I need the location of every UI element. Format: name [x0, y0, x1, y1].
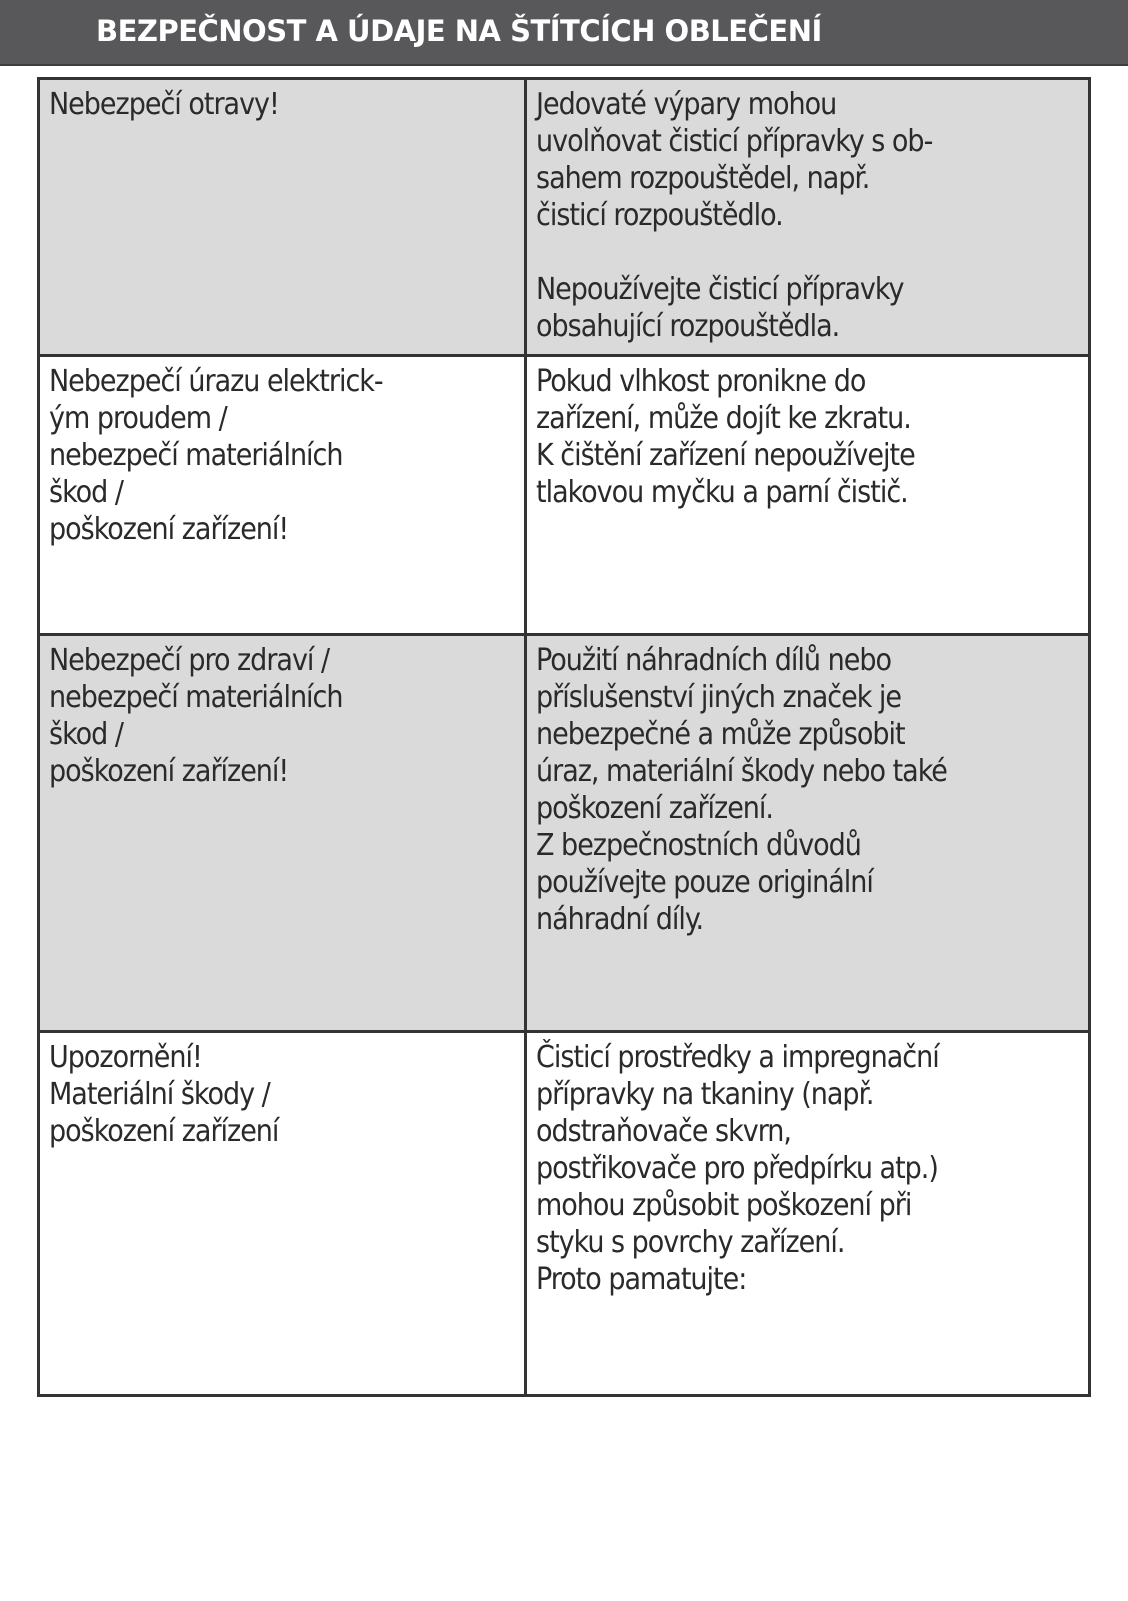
- description-text: nebezpečné a může způsobit: [536, 717, 905, 752]
- description-text: Čisticí prostředky a impregnační: [536, 1040, 939, 1075]
- section-header-bar: [0, 0, 1128, 66]
- description-cell: [526, 356, 1090, 635]
- description-text: Jedovaté výpary mohou: [536, 87, 837, 122]
- hazard-text: Nebezpečí otravy!: [49, 87, 279, 122]
- hazard-text: Upozornění!: [49, 1040, 202, 1075]
- hazard-text: škod /: [49, 475, 123, 510]
- hazard-text: poškození zařízení!: [49, 754, 289, 789]
- description-text: obsahující rozpouštědla.: [536, 309, 840, 344]
- description-text: uvolňovat čisticí přípravky s ob-: [536, 124, 933, 159]
- description-text: poškození zařízení.: [536, 791, 773, 826]
- description-text: používejte pouze originální: [536, 865, 873, 900]
- description-text: sahem rozpouštědel, např.: [536, 161, 870, 196]
- hazard-cell: [39, 356, 526, 635]
- hazard-cell: [39, 1032, 526, 1396]
- description-text: náhradní díly.: [536, 902, 704, 937]
- hazard-text: škod /: [49, 717, 123, 752]
- description-text: Nepoužívejte čisticí přípravky: [536, 272, 904, 307]
- description-text: Proto pamatujte:: [536, 1262, 747, 1297]
- description-text: Pokud vlhkost pronikne do: [536, 364, 866, 399]
- description-text: zařízení, může dojít ke zkratu.: [536, 401, 911, 436]
- hazard-text: ým proudem /: [49, 401, 227, 436]
- description-cell: [526, 79, 1090, 356]
- hazard-text: nebezpečí materiálních: [49, 680, 343, 715]
- description-cell: [526, 635, 1090, 1032]
- table-row: [39, 635, 1090, 1032]
- paragraph-gap: [536, 234, 1079, 271]
- hazard-text: Nebezpečí úrazu elektrick-: [49, 364, 383, 399]
- description-text: příslušenství jiných značek je: [536, 680, 902, 715]
- description-text: K čištění zařízení nepoužívejte: [536, 438, 915, 473]
- description-text: úraz, materiální škody nebo také: [536, 754, 947, 789]
- description-text: přípravky na tkaniny (např.: [536, 1077, 874, 1112]
- description-text: tlakovou myčku a parní čistič.: [536, 475, 908, 510]
- description-text: mohou způsobit poškození při: [536, 1188, 912, 1223]
- section-title: BEZPEČNOST A ÚDAJE NA ŠTÍTCÍCH OBLEČENÍ: [96, 14, 822, 48]
- hazard-text: Materiální škody /: [49, 1077, 270, 1112]
- hazard-text: Nebezpečí pro zdraví /: [49, 643, 330, 678]
- hazard-text: poškození zařízení: [49, 1114, 279, 1149]
- description-text: styku s povrchy zařízení.: [536, 1225, 845, 1260]
- description-text: Použití náhradních dílů nebo: [536, 643, 891, 678]
- description-cell: [526, 1032, 1090, 1396]
- description-text: Z bezpečnostních důvodů: [536, 828, 861, 863]
- hazard-cell: [39, 635, 526, 1032]
- table-row: [39, 356, 1090, 635]
- hazard-cell: [39, 79, 526, 356]
- table-row: [39, 1032, 1090, 1396]
- hazard-text: poškození zařízení!: [49, 512, 289, 547]
- hazard-text: nebezpečí materiálních: [49, 438, 343, 473]
- description-text: postřikovače pro předpírku atp.): [536, 1151, 938, 1186]
- description-text: čisticí rozpouštědlo.: [536, 198, 783, 233]
- table-row: [39, 79, 1090, 356]
- description-text: odstraňovače skvrn,: [536, 1114, 791, 1149]
- safety-table: [37, 77, 1091, 1397]
